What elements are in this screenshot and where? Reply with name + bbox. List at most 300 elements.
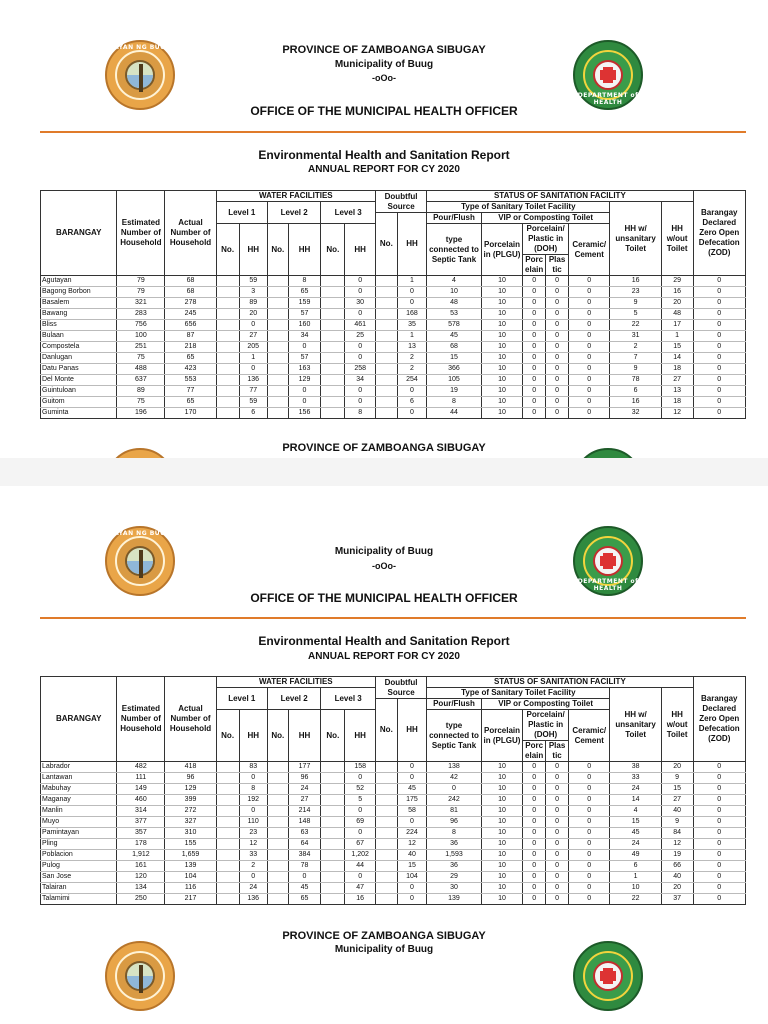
- table-cell: 0: [693, 872, 746, 883]
- table-cell: 10: [610, 883, 661, 894]
- barangay-cell: Danlugan: [41, 353, 117, 364]
- table-cell: 58: [397, 806, 426, 817]
- table-cell: 0: [569, 320, 610, 331]
- table-cell: 77: [165, 386, 216, 397]
- barangay-cell: Guintuloan: [41, 386, 117, 397]
- col-pour-flush: Pour/Flush: [427, 213, 482, 224]
- table-cell: 10: [481, 386, 522, 397]
- table-cell: 0: [693, 894, 746, 905]
- table-cell: 78: [610, 375, 661, 386]
- table-cell: 0: [546, 806, 569, 817]
- table-cell: 0: [569, 894, 610, 905]
- barangay-cell: Lantawan: [41, 773, 117, 784]
- table-cell: 87: [165, 331, 216, 342]
- table-cell: 22: [610, 894, 661, 905]
- table-cell: 0: [569, 331, 610, 342]
- table-cell: 45: [427, 331, 482, 342]
- table-cell: 45: [397, 784, 426, 795]
- table-cell: 278: [165, 298, 216, 309]
- barangay-cell: Mabuhay: [41, 784, 117, 795]
- table-cell: [267, 806, 288, 817]
- table-cell: 30: [345, 298, 376, 309]
- col-ceramic: Ceramic/ Cement: [569, 710, 610, 762]
- col-hh-unsanitary: HH w/ unsanitary Toilet: [610, 688, 661, 762]
- table-cell: 0: [345, 828, 376, 839]
- table-cell: 283: [117, 309, 165, 320]
- table-cell: [375, 298, 397, 309]
- table-cell: 0: [569, 375, 610, 386]
- table-cell: 0: [569, 839, 610, 850]
- col-barangay: BARANGAY: [41, 191, 117, 276]
- table-cell: 0: [693, 397, 746, 408]
- col-water-facilities: WATER FACILITIES: [216, 677, 375, 688]
- table-cell: 77: [239, 386, 267, 397]
- barangay-cell: Talamimi: [41, 894, 117, 905]
- col-level2: Level 2: [267, 688, 320, 710]
- municipality-title: Municipality of Buug: [334, 944, 434, 955]
- table-cell: 2: [397, 364, 426, 375]
- table-cell: 0: [569, 795, 610, 806]
- table-cell: [216, 331, 239, 342]
- table-cell: 0: [523, 342, 546, 353]
- table-cell: 33: [239, 850, 267, 861]
- table-cell: 5: [610, 309, 661, 320]
- report-title: Environmental Health and Sanitation Report: [258, 634, 510, 648]
- table-cell: 10: [481, 287, 522, 298]
- table-cell: 0: [569, 342, 610, 353]
- table-cell: 0: [523, 839, 546, 850]
- province-title: PROVINCE OF ZAMBOANGA SIBUGAY: [282, 442, 486, 454]
- table-cell: [267, 309, 288, 320]
- table-cell: 10: [481, 806, 522, 817]
- table-cell: 0: [693, 883, 746, 894]
- table-cell: 148: [288, 817, 321, 828]
- table-cell: 0: [693, 320, 746, 331]
- table-cell: [216, 872, 239, 883]
- doh-seal-icon: DEPARTMENT of HEALTH: [573, 526, 643, 596]
- table-cell: 0: [345, 872, 376, 883]
- table-cell: 0: [693, 795, 746, 806]
- table-cell: 0: [693, 773, 746, 784]
- table-cell: 254: [397, 375, 426, 386]
- province-title: PROVINCE OF ZAMBOANGA SIBUGAY: [282, 930, 486, 942]
- table-cell: 251: [117, 342, 165, 353]
- table-cell: [375, 320, 397, 331]
- table-cell: 0: [523, 276, 546, 287]
- table-cell: 0: [546, 773, 569, 784]
- table-cell: 158: [345, 762, 376, 773]
- table-cell: 10: [481, 298, 522, 309]
- table-cell: 16: [345, 894, 376, 905]
- table-cell: 75: [117, 353, 165, 364]
- table-cell: 0: [523, 773, 546, 784]
- page-gap: [0, 458, 768, 486]
- table-cell: 0: [546, 397, 569, 408]
- col-hh: HH: [345, 224, 376, 276]
- table-cell: 10: [481, 839, 522, 850]
- table-cell: 18: [661, 364, 693, 375]
- barangay-cell: Pamintayan: [41, 828, 117, 839]
- table-cell: 149: [117, 784, 165, 795]
- col-porcelain-plgu: Porcelain in (PLGU): [481, 710, 522, 762]
- table-cell: 1: [661, 331, 693, 342]
- table-cell: 0: [523, 806, 546, 817]
- col-porcelain-plgu: Porcelain in (PLGU): [481, 224, 522, 276]
- col-porc: Porc elain: [523, 255, 546, 276]
- table-cell: 29: [427, 872, 482, 883]
- col-no: No.: [267, 224, 288, 276]
- table-cell: 65: [288, 894, 321, 905]
- table-cell: 36: [427, 839, 482, 850]
- table-cell: 59: [239, 397, 267, 408]
- table-cell: 756: [117, 320, 165, 331]
- table-cell: 0: [546, 353, 569, 364]
- table-cell: 0: [523, 784, 546, 795]
- table-cell: 0: [693, 817, 746, 828]
- barangay-cell: Talairan: [41, 883, 117, 894]
- table-cell: 13: [661, 386, 693, 397]
- table-cell: [375, 331, 397, 342]
- table-cell: [216, 762, 239, 773]
- table-cell: 0: [397, 386, 426, 397]
- table-cell: 15: [661, 342, 693, 353]
- col-porcelain-doh: Porcelain/ Plastic in (DOH): [523, 224, 569, 255]
- table-cell: 48: [661, 309, 693, 320]
- table-row: [41, 861, 746, 872]
- table-cell: 27: [661, 795, 693, 806]
- table-cell: 0: [693, 762, 746, 773]
- table-cell: 10: [481, 784, 522, 795]
- table-cell: [267, 894, 288, 905]
- table-cell: [321, 795, 345, 806]
- table-cell: [216, 773, 239, 784]
- table-cell: 10: [481, 883, 522, 894]
- ooo-separator: -oOo-: [372, 561, 396, 571]
- table-cell: 32: [610, 408, 661, 419]
- table-cell: [321, 894, 345, 905]
- table-cell: 0: [288, 386, 321, 397]
- table-cell: 65: [165, 397, 216, 408]
- table-cell: 0: [397, 817, 426, 828]
- table-cell: [321, 298, 345, 309]
- table-cell: 6: [239, 408, 267, 419]
- table-cell: 18: [661, 397, 693, 408]
- table-cell: [321, 828, 345, 839]
- barangay-cell: Pulog: [41, 861, 117, 872]
- table-cell: 8: [427, 828, 482, 839]
- report-subtitle: ANNUAL REPORT FOR CY 2020: [308, 651, 460, 662]
- table-cell: [267, 364, 288, 375]
- table-cell: 0: [239, 872, 267, 883]
- table-cell: 327: [165, 817, 216, 828]
- col-hh-without: HH w/out Toilet: [661, 688, 693, 762]
- table-cell: [216, 353, 239, 364]
- table-cell: [216, 320, 239, 331]
- table-cell: 35: [397, 320, 426, 331]
- table-cell: 0: [546, 762, 569, 773]
- table-cell: 196: [117, 408, 165, 419]
- table-cell: 134: [117, 883, 165, 894]
- table-cell: 192: [239, 795, 267, 806]
- table-cell: 12: [397, 839, 426, 850]
- table-cell: [267, 773, 288, 784]
- barangay-cell: Guminta: [41, 408, 117, 419]
- table-cell: 0: [546, 375, 569, 386]
- report-page-1: [0, 0, 768, 458]
- table-cell: [267, 839, 288, 850]
- table-cell: 10: [481, 276, 522, 287]
- table-cell: 96: [165, 773, 216, 784]
- table-cell: 0: [239, 773, 267, 784]
- col-type-toilet: Type of Sanitary Toilet Facility: [427, 688, 610, 699]
- barangay-cell: Bawang: [41, 309, 117, 320]
- table-cell: 16: [610, 276, 661, 287]
- col-status: STATUS OF SANITATION FACILITY: [427, 191, 693, 202]
- orange-divider: [40, 131, 746, 133]
- barangay-cell: Labrador: [41, 762, 117, 773]
- table-cell: [375, 872, 397, 883]
- table-cell: 0: [569, 353, 610, 364]
- table-cell: 217: [165, 894, 216, 905]
- table-cell: 52: [345, 784, 376, 795]
- table-cell: 0: [546, 287, 569, 298]
- table-cell: 29: [661, 276, 693, 287]
- barangay-cell: Bulaan: [41, 331, 117, 342]
- col-plastic: Plas tic: [546, 741, 569, 762]
- barangay-cell: Del Monte: [41, 375, 117, 386]
- table-row: [41, 850, 746, 861]
- doh-seal-icon: DEPARTMENT of HEALTH: [573, 40, 643, 110]
- table-cell: 14: [661, 353, 693, 364]
- table-cell: [216, 817, 239, 828]
- table-cell: [321, 331, 345, 342]
- table-cell: [267, 850, 288, 861]
- table-cell: [267, 883, 288, 894]
- table-cell: 27: [661, 375, 693, 386]
- table-cell: 138: [427, 762, 482, 773]
- table-cell: [321, 375, 345, 386]
- table-cell: [321, 320, 345, 331]
- table-cell: 1: [610, 872, 661, 883]
- table-cell: 0: [693, 850, 746, 861]
- table-cell: 0: [546, 364, 569, 375]
- table-cell: 0: [523, 872, 546, 883]
- table-cell: 0: [569, 773, 610, 784]
- table-cell: 24: [610, 784, 661, 795]
- table-cell: [267, 287, 288, 298]
- table-cell: 0: [345, 287, 376, 298]
- table-cell: 163: [288, 364, 321, 375]
- table-cell: [267, 386, 288, 397]
- table-cell: 310: [165, 828, 216, 839]
- table-cell: [267, 353, 288, 364]
- table-cell: 105: [427, 375, 482, 386]
- table-cell: 0: [345, 397, 376, 408]
- table-cell: 0: [345, 342, 376, 353]
- table-row: [41, 342, 746, 353]
- table-cell: [375, 861, 397, 872]
- col-actual: Actual Number of Household: [165, 677, 216, 762]
- table-cell: 84: [661, 828, 693, 839]
- table-cell: 10: [481, 850, 522, 861]
- table-cell: 139: [427, 894, 482, 905]
- table-cell: 22: [610, 320, 661, 331]
- table-cell: 96: [427, 817, 482, 828]
- table-cell: [321, 861, 345, 872]
- table-cell: 214: [288, 806, 321, 817]
- table-cell: 89: [117, 386, 165, 397]
- table-cell: 488: [117, 364, 165, 375]
- table-cell: 0: [546, 309, 569, 320]
- table-cell: [375, 806, 397, 817]
- table-cell: 553: [165, 375, 216, 386]
- table-cell: 1,912: [117, 850, 165, 861]
- table-cell: 0: [523, 795, 546, 806]
- office-title: OFFICE OF THE MUNICIPAL HEALTH OFFICER: [250, 104, 518, 118]
- table-cell: 156: [288, 408, 321, 419]
- table-cell: [321, 839, 345, 850]
- col-porcelain-doh: Porcelain/ Plastic in (DOH): [523, 710, 569, 741]
- table-cell: 0: [546, 894, 569, 905]
- table-cell: 1: [397, 331, 426, 342]
- table-cell: 0: [397, 408, 426, 419]
- table-cell: 0: [569, 364, 610, 375]
- table-cell: [267, 817, 288, 828]
- table-cell: 159: [288, 298, 321, 309]
- table-cell: 0: [693, 839, 746, 850]
- table-cell: 9: [661, 817, 693, 828]
- table-cell: 83: [239, 762, 267, 773]
- table-cell: 9: [610, 364, 661, 375]
- table-cell: 0: [523, 817, 546, 828]
- barangay-cell: Muyo: [41, 817, 117, 828]
- table-cell: 45: [288, 883, 321, 894]
- table-cell: 68: [165, 276, 216, 287]
- table-cell: 139: [165, 861, 216, 872]
- table-cell: 68: [427, 342, 482, 353]
- col-no: No.: [375, 213, 397, 276]
- report-title: Environmental Health and Sanitation Report: [258, 148, 510, 162]
- table-cell: [321, 784, 345, 795]
- buug-seal-icon: BAYAN NG BUUG: [105, 526, 175, 596]
- table-cell: 0: [288, 872, 321, 883]
- table-cell: 0: [397, 894, 426, 905]
- table-cell: 0: [345, 386, 376, 397]
- table-cell: [216, 309, 239, 320]
- table-cell: 12: [239, 839, 267, 850]
- table-cell: 0: [546, 408, 569, 419]
- table-cell: 12: [661, 839, 693, 850]
- province-title: PROVINCE OF ZAMBOANGA SIBUGAY: [282, 44, 486, 56]
- table-cell: [216, 795, 239, 806]
- table-cell: 34: [288, 331, 321, 342]
- table-cell: 10: [481, 342, 522, 353]
- barangay-cell: San Jose: [41, 872, 117, 883]
- table-cell: 120: [117, 872, 165, 883]
- barangay-cell: Datu Panas: [41, 364, 117, 375]
- table-cell: 0: [397, 773, 426, 784]
- table-cell: 110: [239, 817, 267, 828]
- municipality-title: Municipality of Buug: [334, 546, 434, 557]
- col-no: No.: [216, 710, 239, 762]
- table-cell: [267, 408, 288, 419]
- table-cell: [216, 397, 239, 408]
- table-row: [41, 784, 746, 795]
- table-cell: 155: [165, 839, 216, 850]
- col-estimated: Estimated Number of Household: [117, 677, 165, 762]
- table-cell: [216, 276, 239, 287]
- table-cell: 20: [239, 309, 267, 320]
- table-cell: 0: [546, 817, 569, 828]
- table-cell: 15: [397, 861, 426, 872]
- table-cell: 0: [546, 386, 569, 397]
- table-cell: [375, 839, 397, 850]
- table-cell: 0: [345, 353, 376, 364]
- table-row: [41, 408, 746, 419]
- table-cell: 4: [427, 276, 482, 287]
- table-cell: 31: [610, 331, 661, 342]
- table-cell: 15: [610, 817, 661, 828]
- office-title: OFFICE OF THE MUNICIPAL HEALTH OFFICER: [250, 591, 518, 605]
- table-cell: 49: [610, 850, 661, 861]
- table-cell: 0: [693, 784, 746, 795]
- table-cell: 66: [661, 861, 693, 872]
- table-cell: 161: [117, 861, 165, 872]
- table-cell: 13: [397, 342, 426, 353]
- table-cell: 482: [117, 762, 165, 773]
- table-row: [41, 309, 746, 320]
- table-cell: [321, 850, 345, 861]
- table-cell: 0: [523, 309, 546, 320]
- table-cell: 0: [693, 298, 746, 309]
- table-cell: 0: [523, 364, 546, 375]
- table-cell: 250: [117, 894, 165, 905]
- table-cell: [321, 773, 345, 784]
- table-cell: [375, 883, 397, 894]
- col-vip: VIP or Composting Toilet: [481, 213, 610, 224]
- table-cell: 245: [165, 309, 216, 320]
- table-cell: [375, 773, 397, 784]
- table-cell: 100: [117, 331, 165, 342]
- table-cell: 44: [345, 861, 376, 872]
- table-cell: [375, 817, 397, 828]
- table-cell: [267, 861, 288, 872]
- table-cell: 23: [610, 287, 661, 298]
- table-cell: [375, 386, 397, 397]
- table-cell: 0: [397, 883, 426, 894]
- table-cell: [216, 408, 239, 419]
- table-cell: [216, 287, 239, 298]
- table-cell: 0: [427, 784, 482, 795]
- table-cell: [321, 342, 345, 353]
- table-cell: [375, 408, 397, 419]
- table-row: [41, 331, 746, 342]
- table-cell: 0: [546, 276, 569, 287]
- table-cell: [375, 894, 397, 905]
- table-cell: 0: [569, 828, 610, 839]
- table-cell: 48: [427, 298, 482, 309]
- report-page-2: [0, 486, 768, 1024]
- col-barangay: BARANGAY: [41, 677, 117, 762]
- table-cell: 24: [610, 839, 661, 850]
- col-hh: HH: [288, 710, 321, 762]
- table-cell: [375, 850, 397, 861]
- table-cell: 160: [288, 320, 321, 331]
- col-pour-flush: Pour/Flush: [427, 699, 482, 710]
- col-level1: Level 1: [216, 202, 267, 224]
- table-cell: 57: [288, 309, 321, 320]
- col-no: No.: [375, 699, 397, 762]
